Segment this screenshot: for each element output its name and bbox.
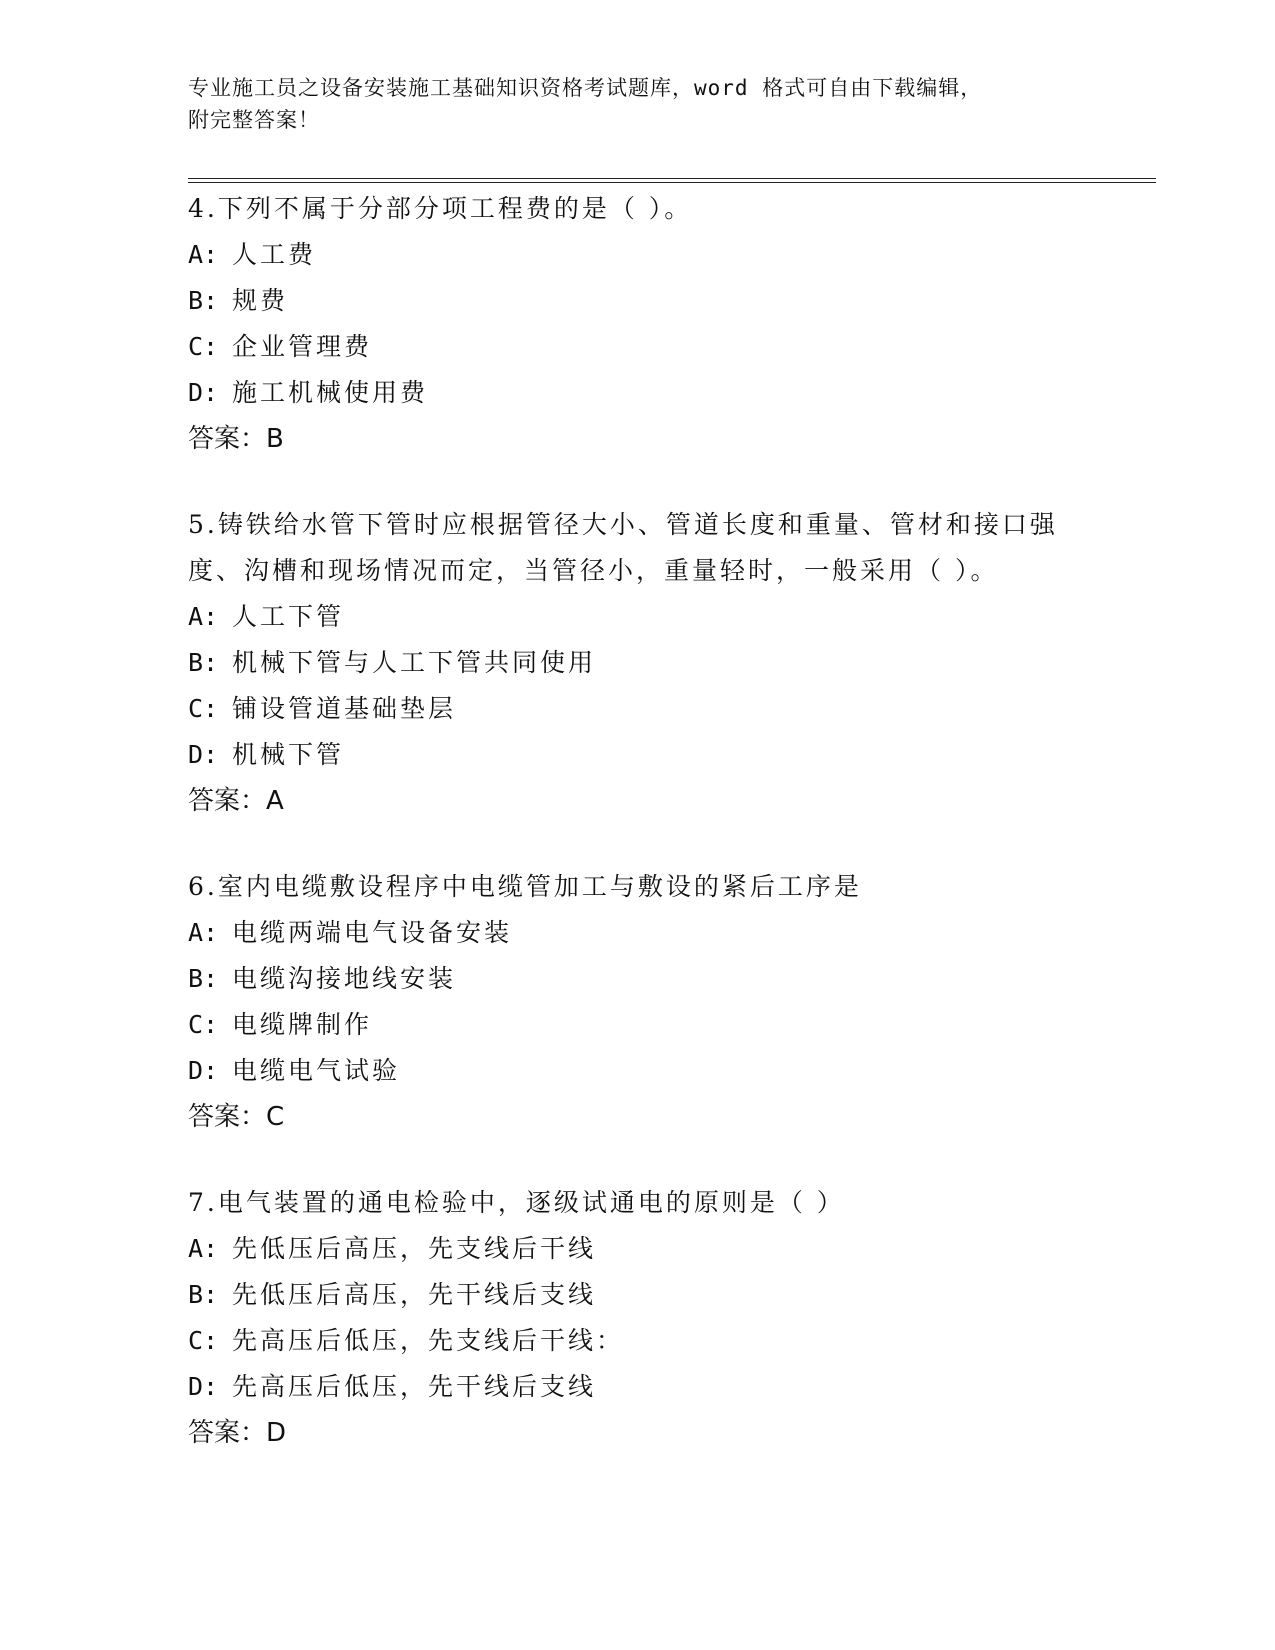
option-text: 规费: [232, 286, 289, 315]
option-c: [188, 1318, 1088, 1364]
option-text: 铺设管道基础垫层: [232, 694, 457, 723]
option-b: [188, 1272, 1088, 1318]
answer: 答案：D: [188, 1418, 287, 1448]
document-header: [188, 72, 1068, 136]
option-letter: B:: [188, 286, 219, 315]
option-c: [188, 324, 1088, 370]
header-line-1: 专业施工员之设备安装施工基础知识资格考试题库，word 格式可自由下载编辑，: [188, 76, 983, 100]
option-letter: A:: [188, 602, 219, 631]
header-divider: [188, 178, 1156, 183]
option-c: [188, 686, 1088, 732]
option-letter: D:: [188, 1056, 219, 1085]
option-text: 人工费: [232, 240, 317, 269]
question-4: [188, 186, 1088, 462]
question-stem: 6.室内电缆敷设程序中电缆管加工与敷设的紧后工序是: [188, 872, 862, 901]
option-c: [188, 1002, 1088, 1048]
question-stem: 4.下列不属于分部分项工程费的是（ ）。: [188, 194, 693, 223]
option-d: [188, 370, 1088, 416]
option-text: 电缆两端电气设备安装: [232, 918, 513, 947]
answer: 答案：B: [188, 424, 284, 454]
option-text: 先高压后低压，先干线后支线: [232, 1372, 597, 1401]
option-letter: A:: [188, 240, 219, 269]
option-letter: C:: [188, 332, 219, 361]
question-7: [188, 1180, 1088, 1456]
option-letter: D:: [188, 378, 219, 407]
option-text: 施工机械使用费: [232, 378, 429, 407]
option-text: 先低压后高压，先支线后干线: [232, 1234, 597, 1263]
option-letter: A:: [188, 1234, 219, 1263]
option-text: 电缆牌制作: [232, 1010, 373, 1039]
option-text: 电缆沟接地线安装: [232, 964, 457, 993]
option-d: [188, 1364, 1088, 1410]
option-text: 企业管理费: [232, 332, 373, 361]
option-letter: A:: [188, 918, 219, 947]
option-text: 先高压后低压，先支线后干线：: [232, 1326, 625, 1355]
option-b: [188, 956, 1088, 1002]
option-text: 机械下管与人工下管共同使用: [232, 648, 597, 677]
option-text: 电缆电气试验: [232, 1056, 401, 1085]
question-list: [188, 186, 1088, 1496]
option-letter: C:: [188, 1010, 219, 1039]
option-text: 先低压后高压，先干线后支线: [232, 1280, 597, 1309]
option-letter: B:: [188, 1280, 219, 1309]
option-a: [188, 910, 1088, 956]
question-stem: 5.铸铁给水管下管时应根据管径大小、管道长度和重量、管材和接口强度、沟槽和现场情况而定，当管径小，重量轻时，一般采用（ ）。: [188, 510, 1058, 585]
question-6: [188, 864, 1088, 1140]
header-line-2: 附完整答案！: [188, 108, 320, 132]
option-a: [188, 1226, 1088, 1272]
option-text: 人工下管: [232, 602, 345, 631]
option-b: [188, 640, 1088, 686]
option-letter: C:: [188, 1326, 219, 1355]
option-letter: B:: [188, 648, 219, 677]
option-d: [188, 1048, 1088, 1094]
option-a: [188, 232, 1088, 278]
answer: 答案：C: [188, 1102, 285, 1132]
question-stem: 7.电气装置的通电检验中，逐级试通电的原则是（ ）: [188, 1188, 845, 1217]
option-letter: B:: [188, 964, 219, 993]
option-d: [188, 732, 1088, 778]
option-a: [188, 594, 1088, 640]
option-b: [188, 278, 1088, 324]
question-5: [188, 502, 1088, 824]
option-text: 机械下管: [232, 740, 345, 769]
answer: 答案：A: [188, 786, 284, 816]
option-letter: D:: [188, 740, 219, 769]
option-letter: C:: [188, 694, 219, 723]
option-letter: D:: [188, 1372, 219, 1401]
